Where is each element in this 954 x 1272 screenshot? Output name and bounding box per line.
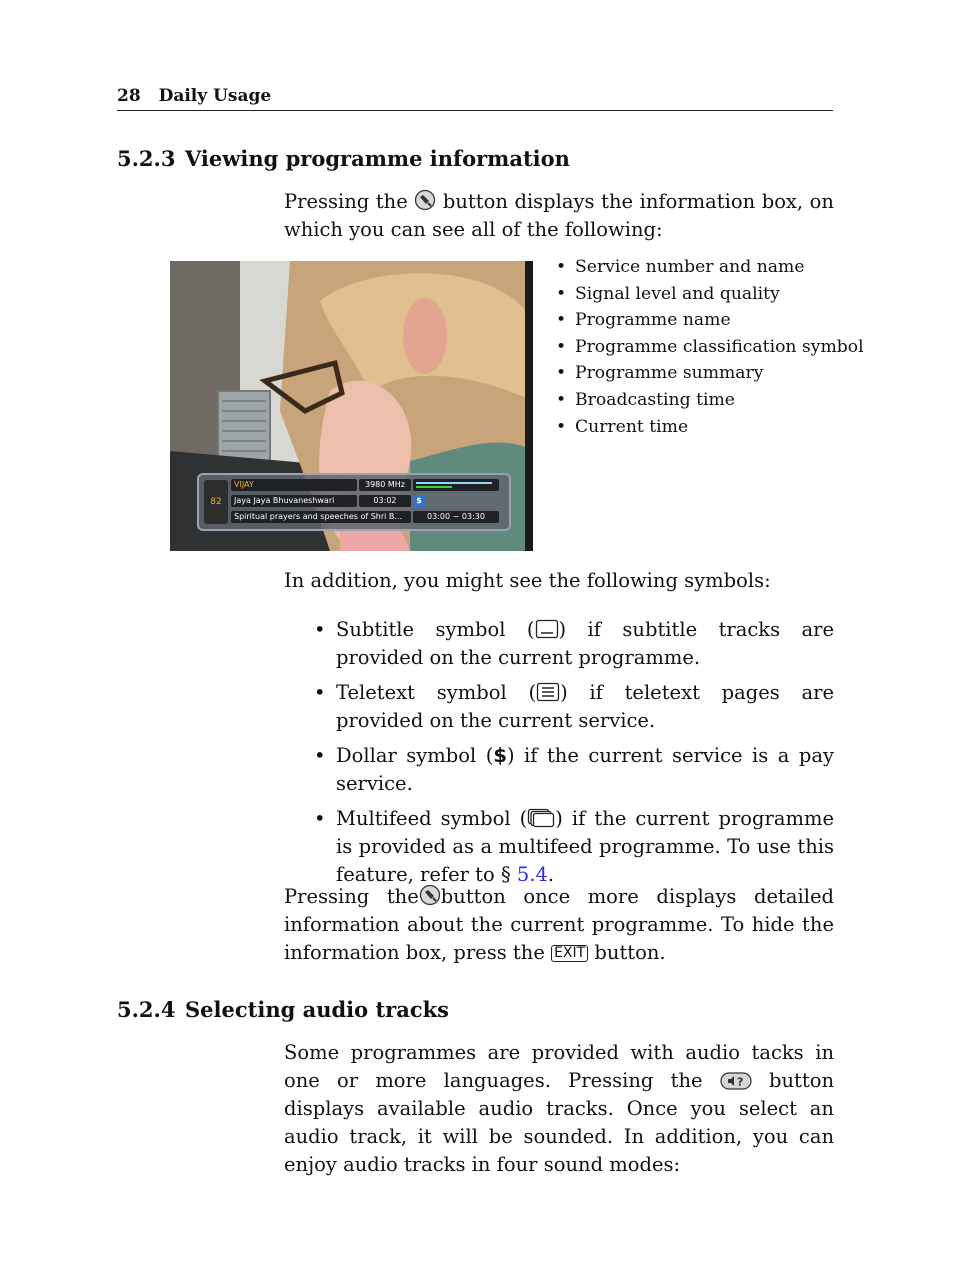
section-link-5-4[interactable]: 5.4 (516, 863, 548, 886)
symbols-intro: In addition, you might see the following symbols: (284, 569, 771, 592)
service-name: VIJAY (231, 479, 357, 491)
section-number: 5.2.4 (117, 997, 176, 1022)
list-item: • Current time (556, 414, 864, 441)
list-item: • Multifeed symbol ( ) if the current programme is provided as a multifeed programme. To use this feature, refer to § 5.4. (314, 805, 834, 889)
frequency: 3980 MHz (359, 479, 411, 491)
dollar-icon: $ (493, 744, 507, 767)
broadcast-time: 03:00 ~ 03:30 (413, 511, 499, 523)
list-item: • Broadcasting time (556, 387, 864, 414)
list-item: • Service number and name (556, 254, 864, 281)
running-header (117, 86, 833, 111)
section-heading-5-2-4 (117, 997, 449, 1022)
signal-quality-bar (416, 486, 452, 488)
info-box-osd (197, 473, 511, 531)
service-number: 82 (204, 480, 228, 524)
info-button-icon (414, 189, 436, 211)
page-number: 28 (117, 86, 141, 106)
closing-paragraph: Pressing the button once more displays detailed information about the current programme. To hide the information box, press the EXIT button. (284, 885, 834, 964)
dollar-symbol-osd: $ (413, 495, 425, 507)
section-title: Viewing programme information (185, 146, 570, 171)
signal-meter (413, 479, 499, 491)
tv-screenshot-image (170, 261, 533, 551)
symbols-list (314, 616, 834, 896)
section-number: 5.2.3 (117, 146, 176, 171)
current-time: 03:02 (359, 495, 411, 507)
teletext-icon (536, 682, 560, 702)
programme-name: Jaya Jaya Bhuvaneshwari (231, 495, 357, 507)
list-item: • Subtitle symbol ( ) if subtitle tracks are provided on the current programme. (314, 616, 834, 672)
signal-level-bar (416, 482, 492, 484)
programme-summary: Spiritual prayers and speeches of Shri B... (231, 511, 411, 523)
list-item: • Dollar symbol ($) if the current service is a pay service. (314, 742, 834, 798)
list-item: • Signal level and quality (556, 281, 864, 308)
multifeed-icon (527, 808, 555, 828)
audio-button-icon (720, 1072, 752, 1090)
subtitle-icon (535, 619, 559, 639)
list-item: • Programme name (556, 307, 864, 334)
intro-paragraph: Pressing the button displays the information box, on which you can see all of the following: (284, 190, 834, 241)
section-heading-5-2-3 (117, 146, 570, 171)
list-item: • Programme classification symbol (556, 334, 864, 361)
list-item: • Programme summary (556, 360, 864, 387)
section-title: Selecting audio tracks (185, 997, 449, 1022)
info-items-list (556, 254, 864, 440)
list-item: • Teletext symbol ( ) if teletext pages are provided on the current service. (314, 679, 834, 735)
info-button-icon (419, 884, 441, 906)
exit-key-icon: EXIT (551, 945, 588, 962)
chapter-title: Daily Usage (158, 86, 272, 106)
audio-paragraph: Some programmes are provided with audio tacks in one or more languages. Pressing the ? button displays available audio tracks. Once you select an audio track, it will be sounded. In addition, you can enjoy audio tracks in four sound modes: (284, 1041, 835, 1176)
svg-text:?: ? (736, 1075, 744, 1089)
